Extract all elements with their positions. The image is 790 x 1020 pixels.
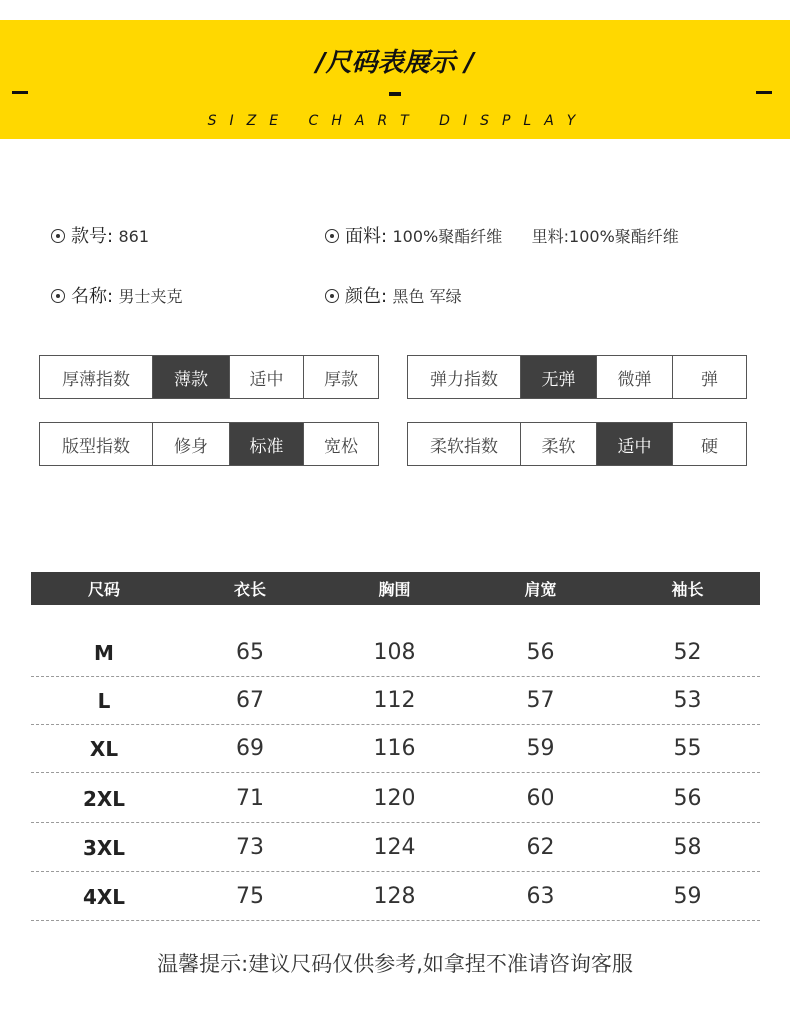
page-title: /尺码表展示 / xyxy=(315,48,475,78)
length-cell: 67 xyxy=(236,688,264,713)
thickness-option-thin: 薄款 xyxy=(152,356,229,398)
elasticity-rating-label: 弹力指数 xyxy=(430,369,498,390)
chest-cell: 120 xyxy=(373,786,416,811)
table-row xyxy=(31,629,760,677)
fit-option-standard: 标准 xyxy=(229,423,303,465)
table-row xyxy=(31,677,760,725)
page-subtitle: SIZE CHART DISPLAY xyxy=(207,113,589,129)
sleeve-cell: 55 xyxy=(673,736,702,761)
sleeve-cell: 53 xyxy=(673,688,702,713)
elasticity-option-slight: 微弹 xyxy=(596,356,672,398)
color-value: 黑色 军绿 xyxy=(392,287,462,306)
size-tip: 温馨提示:建议尺码仅供参考,如拿捏不准请咨询客服 xyxy=(157,952,633,976)
lining-value: 100%聚酯纤维 xyxy=(569,227,679,246)
product-name-info xyxy=(51,282,183,308)
header-length: 衣长 xyxy=(233,580,266,599)
right-dash-decoration xyxy=(756,91,772,94)
center-dash-decoration xyxy=(389,92,401,96)
table-row xyxy=(31,775,760,823)
fabric-value: 100%聚酯纤维 xyxy=(392,227,503,246)
fit-option-loose: 宽松 xyxy=(303,423,378,465)
sleeve-cell: 56 xyxy=(673,786,702,811)
fit-option-slim: 修身 xyxy=(152,423,229,465)
shoulder-cell: 59 xyxy=(526,736,555,761)
header-banner xyxy=(0,20,790,139)
fit-rating xyxy=(39,422,379,466)
size-cell: 3XL xyxy=(82,835,126,860)
size-table-header xyxy=(31,572,760,605)
color-info xyxy=(325,282,462,308)
thickness-option-thick: 厚款 xyxy=(303,356,378,398)
target-icon xyxy=(325,289,339,303)
sleeve-cell: 52 xyxy=(673,640,702,665)
target-icon xyxy=(325,229,339,243)
elasticity-option-stretch: 弹 xyxy=(672,356,746,398)
size-cell: XL xyxy=(89,736,119,761)
softness-rating-label: 柔软指数 xyxy=(430,436,498,457)
style-number-label: 款号: xyxy=(71,226,114,247)
product-name-label: 名称: xyxy=(71,286,114,307)
size-cell: 2XL xyxy=(82,786,126,811)
size-cell: 4XL xyxy=(82,884,126,909)
chest-cell: 128 xyxy=(373,884,416,909)
style-number-info xyxy=(51,222,149,248)
header-sleeve: 袖长 xyxy=(671,580,704,599)
softness-option-hard: 硬 xyxy=(672,423,746,465)
product-name-value: 男士夹克 xyxy=(118,287,183,306)
table-row xyxy=(31,725,760,773)
chest-cell: 112 xyxy=(373,688,416,713)
shoulder-cell: 57 xyxy=(526,688,555,713)
table-row xyxy=(31,824,760,872)
fabric-info xyxy=(325,222,679,248)
thickness-rating-label: 厚薄指数 xyxy=(62,369,130,390)
sleeve-cell: 58 xyxy=(673,835,702,860)
chest-cell: 108 xyxy=(373,640,416,665)
color-label: 颜色: xyxy=(345,286,388,307)
shoulder-cell: 60 xyxy=(526,786,555,811)
chest-cell: 124 xyxy=(373,835,416,860)
sleeve-cell: 59 xyxy=(673,884,702,909)
table-row xyxy=(31,873,760,921)
length-cell: 65 xyxy=(236,640,264,665)
header-shoulder: 肩宽 xyxy=(524,580,557,599)
header-size: 尺码 xyxy=(87,580,120,599)
left-dash-decoration xyxy=(12,91,28,94)
target-icon xyxy=(51,289,65,303)
softness-option-soft: 柔软 xyxy=(520,423,596,465)
target-icon xyxy=(51,229,65,243)
softness-rating xyxy=(407,422,747,466)
elasticity-rating xyxy=(407,355,747,399)
thickness-option-medium: 适中 xyxy=(229,356,303,398)
fit-rating-label: 版型指数 xyxy=(62,436,130,457)
chest-cell: 116 xyxy=(373,736,416,761)
thickness-rating xyxy=(39,355,379,399)
softness-option-medium: 适中 xyxy=(596,423,672,465)
length-cell: 75 xyxy=(236,884,264,909)
shoulder-cell: 63 xyxy=(526,884,555,909)
shoulder-cell: 56 xyxy=(526,640,555,665)
length-cell: 69 xyxy=(236,736,264,761)
size-cell: M xyxy=(94,640,114,665)
lining-label: 里料: xyxy=(531,227,570,246)
shoulder-cell: 62 xyxy=(526,835,555,860)
size-cell: L xyxy=(97,688,111,713)
length-cell: 71 xyxy=(236,786,264,811)
elasticity-option-none: 无弹 xyxy=(520,356,596,398)
fabric-label: 面料: xyxy=(345,226,388,247)
header-chest: 胸围 xyxy=(378,580,411,599)
style-number-value: 861 xyxy=(118,227,150,246)
length-cell: 73 xyxy=(236,835,264,860)
